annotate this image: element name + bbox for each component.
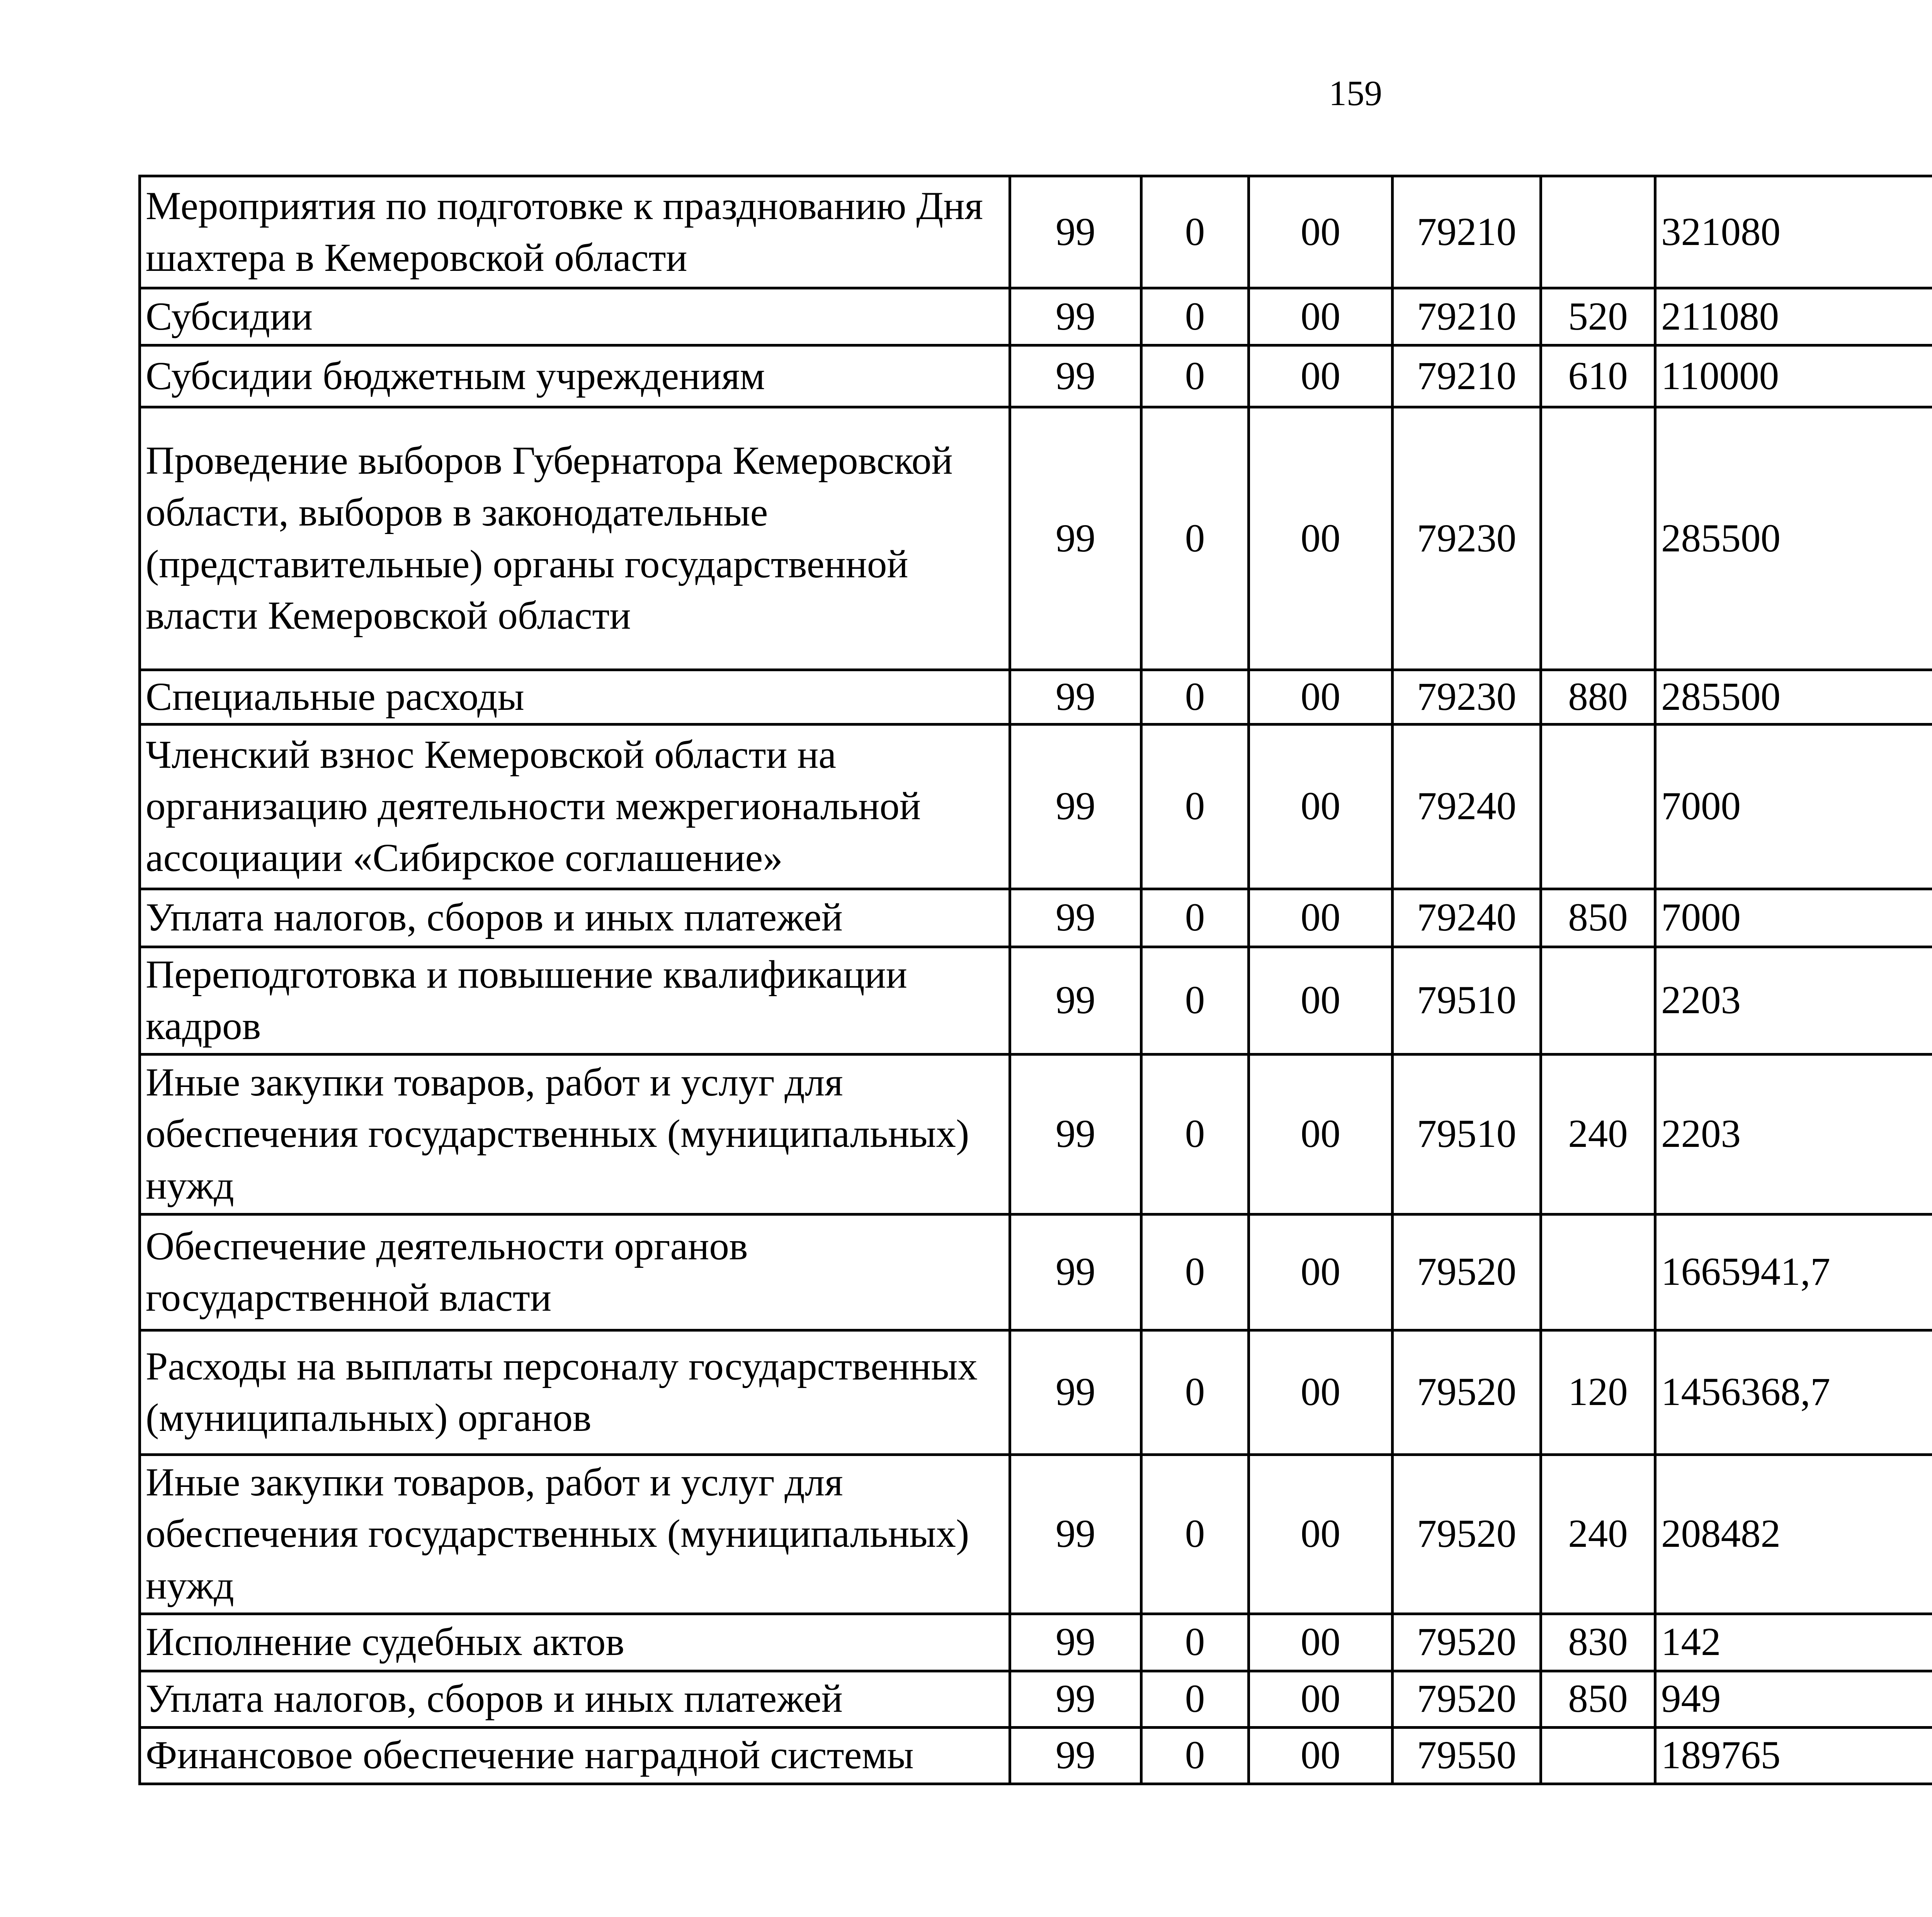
code-col3: 00: [1249, 889, 1393, 947]
code-col4: 79550: [1393, 1727, 1541, 1784]
amount-1: 1456368,7: [1655, 1330, 1932, 1454]
expense-type: [1541, 1727, 1655, 1784]
code-col1: 99: [1010, 288, 1141, 345]
code-col4: 79520: [1393, 1214, 1541, 1330]
code-col3: 00: [1249, 176, 1393, 288]
table-row: [140, 724, 1932, 889]
code-col2: 0: [1141, 1614, 1249, 1671]
expense-type: [1541, 407, 1655, 670]
page-number: 159: [1329, 73, 1382, 113]
row-name: Уплата налогов, сборов и иных платежей: [140, 1671, 1010, 1727]
amount-1: 285500: [1655, 407, 1932, 670]
amount-1: 321080: [1655, 176, 1932, 288]
expense-type: [1541, 947, 1655, 1054]
amount-1: 2203: [1655, 947, 1932, 1054]
code-col3: 00: [1249, 724, 1393, 889]
code-col3: 00: [1249, 1330, 1393, 1454]
table-row: [140, 1671, 1932, 1727]
table-row: [140, 1614, 1932, 1671]
code-col3: 00: [1249, 345, 1393, 407]
code-col3: 00: [1249, 1614, 1393, 1671]
code-col4: 79240: [1393, 724, 1541, 889]
code-col1: 99: [1010, 1614, 1141, 1671]
row-name: Субсидии: [140, 288, 1010, 345]
table-row: [140, 889, 1932, 947]
code-col2: 0: [1141, 1214, 1249, 1330]
code-col3: 00: [1249, 1671, 1393, 1727]
row-name: Исполнение судебных актов: [140, 1614, 1010, 1671]
code-col4: 79210: [1393, 345, 1541, 407]
code-col2: 0: [1141, 1454, 1249, 1614]
code-col1: 99: [1010, 670, 1141, 725]
expense-type: 610: [1541, 345, 1655, 407]
expense-type: 240: [1541, 1054, 1655, 1214]
code-col4: 79520: [1393, 1671, 1541, 1727]
expense-type: 830: [1541, 1614, 1655, 1671]
code-col3: 00: [1249, 1054, 1393, 1214]
code-col1: 99: [1010, 1214, 1141, 1330]
expense-type: 850: [1541, 889, 1655, 947]
table-row: [140, 947, 1932, 1054]
code-col2: 0: [1141, 345, 1249, 407]
expense-type: [1541, 724, 1655, 889]
code-col1: 99: [1010, 1054, 1141, 1214]
code-col1: 99: [1010, 1671, 1141, 1727]
code-col4: 79230: [1393, 670, 1541, 725]
code-col4: 79520: [1393, 1614, 1541, 1671]
row-name: Расходы на выплаты персоналу государственных (муниципальных) органов: [140, 1330, 1010, 1454]
amount-1: 7000: [1655, 889, 1932, 947]
row-name: Специальные расходы: [140, 670, 1010, 725]
code-col2: 0: [1141, 288, 1249, 345]
code-col3: 00: [1249, 1727, 1393, 1784]
code-col4: 79520: [1393, 1330, 1541, 1454]
code-col4: 79510: [1393, 1054, 1541, 1214]
code-col1: 99: [1010, 724, 1141, 889]
table-row: [140, 1054, 1932, 1214]
code-col4: 79510: [1393, 947, 1541, 1054]
code-col1: 99: [1010, 1454, 1141, 1614]
code-col4: 79210: [1393, 288, 1541, 345]
code-col3: 00: [1249, 670, 1393, 725]
table-row: [140, 1454, 1932, 1614]
code-col3: 00: [1249, 1454, 1393, 1614]
code-col4: 79520: [1393, 1454, 1541, 1614]
budget-table: [138, 175, 1932, 1785]
code-col1: 99: [1010, 345, 1141, 407]
code-col3: 00: [1249, 288, 1393, 345]
code-col2: 0: [1141, 947, 1249, 1054]
code-col4: 79210: [1393, 176, 1541, 288]
amount-1: 2203: [1655, 1054, 1932, 1214]
expense-type: [1541, 1214, 1655, 1330]
code-col4: 79230: [1393, 407, 1541, 670]
row-name: Финансовое обеспечение наградной системы: [140, 1727, 1010, 1784]
amount-1: 285500: [1655, 670, 1932, 725]
expense-type: [1541, 176, 1655, 288]
code-col2: 0: [1141, 407, 1249, 670]
code-col2: 0: [1141, 670, 1249, 725]
code-col3: 00: [1249, 1214, 1393, 1330]
code-col1: 99: [1010, 1330, 1141, 1454]
expense-type: 240: [1541, 1454, 1655, 1614]
code-col1: 99: [1010, 947, 1141, 1054]
amount-1: 142: [1655, 1614, 1932, 1671]
code-col3: 00: [1249, 407, 1393, 670]
amount-1: 189765: [1655, 1727, 1932, 1784]
code-col1: 99: [1010, 1727, 1141, 1784]
row-name: Иные закупки товаров, работ и услуг для обеспечения государственных (муниципальных) нужд: [140, 1454, 1010, 1614]
row-name: Проведение выборов Губернатора Кемеровской области, выборов в законодательные (представительные) органы государственной власти Кемеровской области: [140, 407, 1010, 670]
table-row: [140, 407, 1932, 670]
amount-1: 211080: [1655, 288, 1932, 345]
amount-1: 208482: [1655, 1454, 1932, 1614]
code-col1: 99: [1010, 407, 1141, 670]
row-name: Уплата налогов, сборов и иных платежей: [140, 889, 1010, 947]
code-col3: 00: [1249, 947, 1393, 1054]
table-row: [140, 1727, 1932, 1784]
expense-type: 850: [1541, 1671, 1655, 1727]
row-name: Членский взнос Кемеровской области на организацию деятельности межрегиональной ассоциации «Сибирское соглашение»: [140, 724, 1010, 889]
amount-1: 7000: [1655, 724, 1932, 889]
code-col2: 0: [1141, 1671, 1249, 1727]
amount-1: 1665941,7: [1655, 1214, 1932, 1330]
row-name: Субсидии бюджетным учреждениям: [140, 345, 1010, 407]
code-col1: 99: [1010, 889, 1141, 947]
table-row: [140, 670, 1932, 725]
code-col2: 0: [1141, 1727, 1249, 1784]
row-name: Переподготовка и повышение квалификации кадров: [140, 947, 1010, 1054]
expense-type: 120: [1541, 1330, 1655, 1454]
code-col2: 0: [1141, 889, 1249, 947]
code-col2: 0: [1141, 1330, 1249, 1454]
amount-1: 110000: [1655, 345, 1932, 407]
code-col2: 0: [1141, 724, 1249, 889]
expense-type: 520: [1541, 288, 1655, 345]
amount-1: 949: [1655, 1671, 1932, 1727]
row-name: Обеспечение деятельности органов государственной власти: [140, 1214, 1010, 1330]
row-name: Иные закупки товаров, работ и услуг для обеспечения государственных (муниципальных) нужд: [140, 1054, 1010, 1214]
table-row: [140, 1330, 1932, 1454]
table-row: [140, 345, 1932, 407]
table-row: [140, 176, 1932, 288]
expense-type: 880: [1541, 670, 1655, 725]
code-col4: 79240: [1393, 889, 1541, 947]
code-col2: 0: [1141, 176, 1249, 288]
table-row: [140, 288, 1932, 345]
table-row: [140, 1214, 1932, 1330]
code-col2: 0: [1141, 1054, 1249, 1214]
row-name: Мероприятия по подготовке к празднованию Дня шахтера в Кемеровской области: [140, 176, 1010, 288]
code-col1: 99: [1010, 176, 1141, 288]
